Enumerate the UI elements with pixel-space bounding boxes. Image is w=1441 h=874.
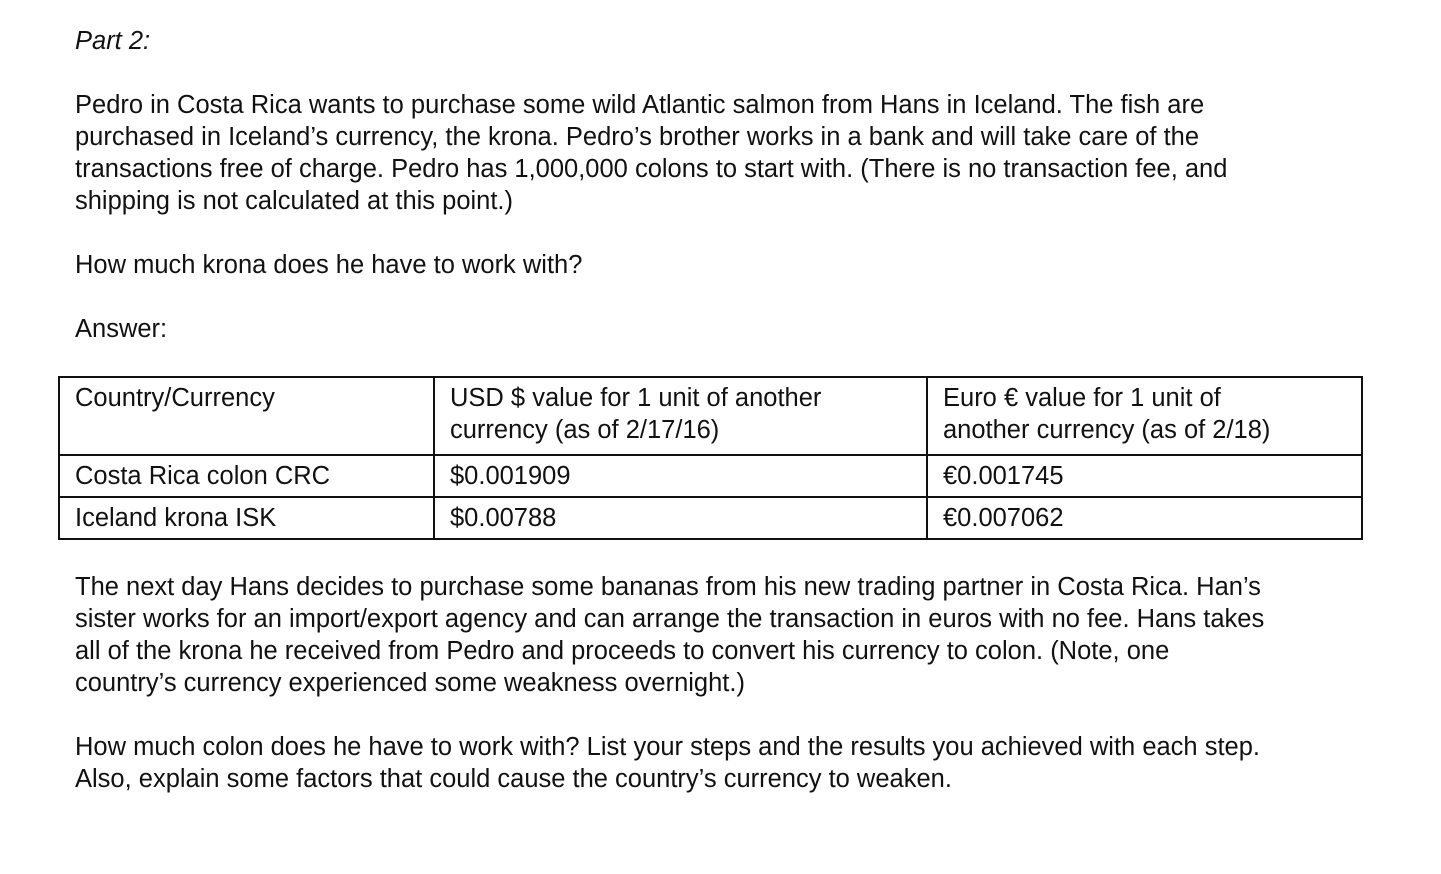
- scenario-paragraph: Pedro in Costa Rica wants to purchase some wild Atlantic salmon from Hans in Iceland. The fish are purchased in Iceland’s currency, the krona. Pedro’s brother works in a bank and will take care of the transactions free of charge. Pedro has 1,000,000 colons to start with. (There is no transaction fee, and shipping is not calculated at this point.): [75, 91, 1228, 215]
- table-header-row: [59, 377, 1362, 455]
- answer-label: Answer:: [75, 315, 168, 343]
- header-usd-value: USD $ value for 1 unit of another currency (as of 2/17/16): [434, 377, 927, 455]
- question-krona: How much krona does he have to work with?: [75, 251, 583, 279]
- table-cell-euro: €0.007062: [927, 497, 1362, 539]
- table-row: [59, 455, 1362, 497]
- exchange-rate-table: [58, 376, 1363, 540]
- table-cell-currency: Costa Rica colon CRC: [59, 455, 434, 497]
- question-colon: How much colon does he have to work with? List your steps and the results you achieved with each step. Also, explain some factors that could cause the country’s currency to weaken.: [75, 733, 1260, 793]
- header-euro-value: Euro € value for 1 unit of another currency (as of 2/18): [927, 377, 1362, 455]
- table-cell-currency: Iceland krona ISK: [59, 497, 434, 539]
- table-row: [59, 497, 1362, 539]
- part-heading: Part 2:: [75, 27, 151, 55]
- follow-up-paragraph: The next day Hans decides to purchase some bananas from his new trading partner in Costa Rica. Han’s sister works for an import/export agency and can arrange the transaction in euros with no fee. Hans takes all of the krona he received from Pedro and proceeds to convert his currency to colon. (Note, one country’s currency experienced some weakness overnight.): [75, 573, 1265, 697]
- table-cell-usd: $0.001909: [434, 455, 927, 497]
- table-cell-euro: €0.001745: [927, 455, 1362, 497]
- table-cell-usd: $0.00788: [434, 497, 927, 539]
- header-country-currency: Country/Currency: [59, 377, 434, 455]
